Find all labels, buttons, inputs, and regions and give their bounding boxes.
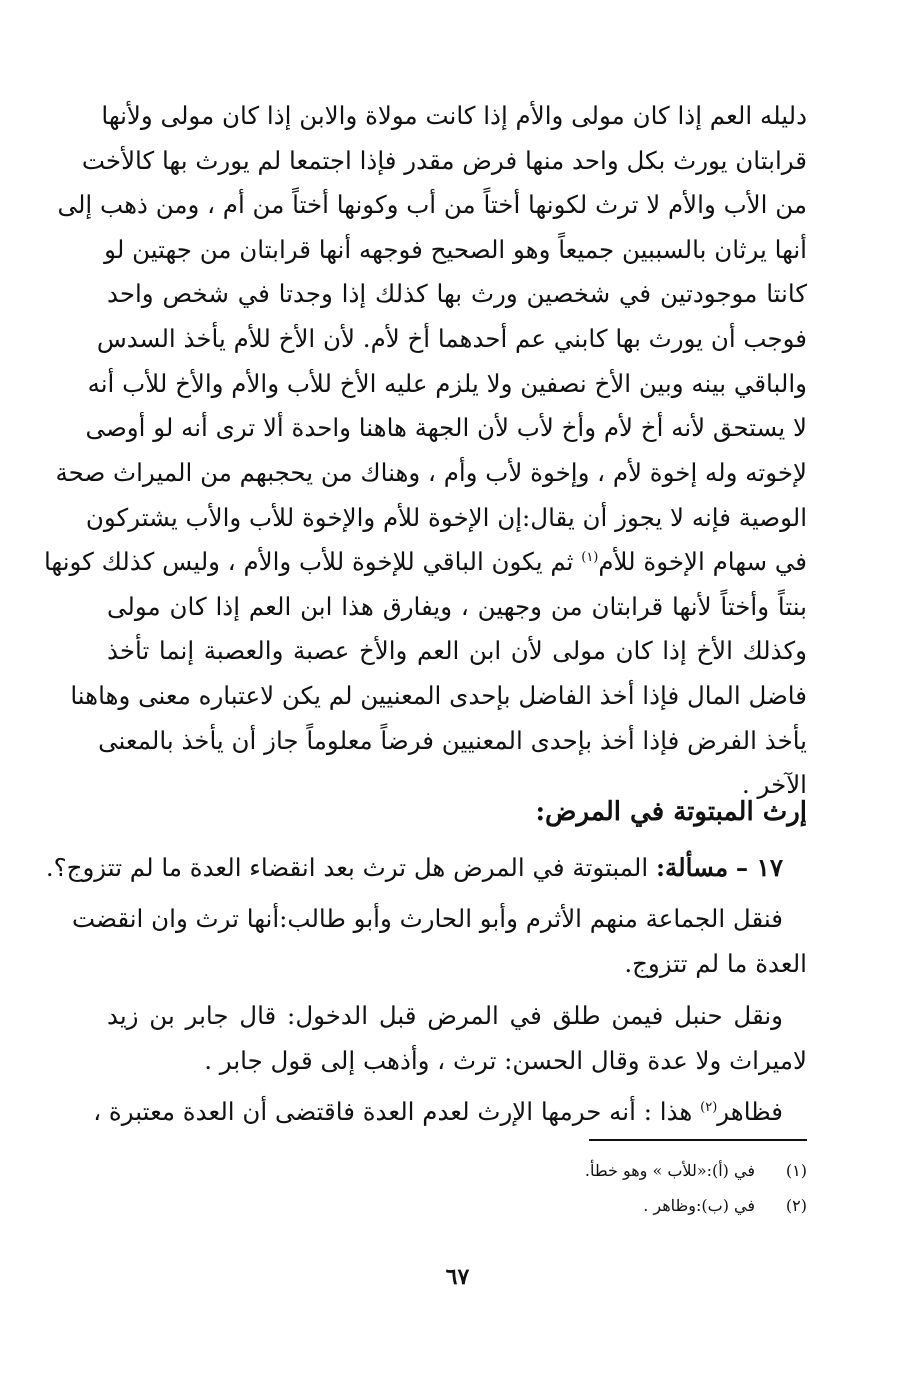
text-line: كانتا موجودتين في شخصين ورث بها كذلك إذا وجدتا في شخص واحد: [107, 279, 807, 308]
text-line: [43, 547, 807, 577]
text-line: بنتاً وأختاً لأنها قرابتان من وجهين ، ويفارق هذا ابن العم إذا كان مولى: [107, 592, 807, 621]
footnote: [585, 1160, 807, 1182]
text-line: قرابتان يورث بكل واحد منها فرض مقدر فإذا اجتمعا لم يورث بها كالأخت: [81, 146, 807, 175]
text-line: والباقي بينه وبين الأخ نصفين ولا يلزم عليه الأخ للأب والأم والأخ للأب أنه: [87, 369, 807, 398]
footnote-divider: [589, 1139, 807, 1141]
text-segment: ثم يكون الباقي للإخوة للأب والأم ، وليس كذلك كونها: [43, 547, 582, 576]
text-line: [93, 1097, 783, 1127]
text-segment: فظاهر: [717, 1097, 783, 1126]
text-line: لإخوته وله إخوة لأم ، وإخوة لأب وأم ، وهناك من يحجبهم من الميراث صحة: [55, 458, 807, 487]
text-line: دليله العم إذا كان مولى والأم إذا كانت مولاة والابن إذا كان مولى ولأنها: [101, 101, 807, 130]
question-line: [45, 853, 783, 883]
text-line: لاميراث ولا عدة وقال الحسن: ترث ، وأذهب إلى قول جابر .: [204, 1046, 807, 1075]
question-text: المبتوتة في المرض هل ترث بعد انقضاء العدة ما لم تتزوج؟.: [45, 853, 656, 882]
footnote-reference: (١): [581, 549, 599, 565]
question-number: ١٧ –: [735, 853, 783, 882]
footnote-number: (٢): [785, 1196, 807, 1215]
text-line: الوصية فإنه لا يجوز أن يقال:إن الإخوة للأم والإخوة للأب والأب يشتركون: [85, 503, 807, 532]
page-number: ٦٧: [445, 1264, 470, 1290]
footnote: [643, 1195, 807, 1217]
text-line: لا يستحق لأنه أخ لأم وأخ لأب لأن الجهة هاهنا واحدة ألا ترى أنه لو أوصى: [85, 413, 807, 442]
text-line: الآخر .: [741, 770, 807, 799]
footnote-text: في (ب):وظاهر .: [643, 1196, 755, 1215]
text-line: من الأب والأم لا ترث لكونها أختاً من أب وكونها أختاً من أم ، ومن ذهب إلى: [57, 190, 807, 219]
footnote-number: (١): [785, 1161, 807, 1180]
text-line: فوجب أن يورث بها كابني عم أحدهما أخ لأم. لأن الأخ للأم يأخذ السدس: [96, 324, 807, 353]
text-line: أنها يرثان بالسببين جميعاً وهو الصحيح فوجهه أنها قرابتان من جهتين لو: [104, 235, 807, 264]
text-line: العدة ما لم تتزوج.: [624, 949, 807, 978]
text-line: ونقل حنبل فيمن طلق في المرض قبل الدخول: قال جابر بن زيد: [107, 1001, 783, 1030]
section-heading: إرث المبتوتة في المرض:: [535, 797, 807, 827]
text-segment: في سهام الإخوة للأم: [598, 547, 807, 576]
text-line: فاضل المال فإذا أخذ الفاضل بإحدى المعنيين لم يكن لاعتباره معنى وهاهنا: [70, 681, 807, 710]
text-line: يأخذ الفرض فإذا أخذ بإحدى المعنيين فرضاً معلوماً جاز أن يأخذ بالمعنى: [98, 726, 807, 755]
question-label: مسألة:: [656, 853, 729, 882]
footnote-text: في (أ):«للأب » وهو خطأ.: [584, 1161, 755, 1180]
footnote-reference: (٢): [700, 1099, 718, 1115]
text-segment: هذا : أنه حرمها الإرث لعدم العدة فاقتضى أن العدة معتبرة ،: [93, 1097, 701, 1126]
text-line: وكذلك الأخ إذا كان مولى لأن ابن العم والأخ عصبة والعصبة إنما تأخذ: [107, 636, 807, 665]
text-line: فنقل الجماعة منهم الأثرم وأبو الحارث وأبو طالب:أنها ترث وان انقضت: [72, 904, 783, 933]
